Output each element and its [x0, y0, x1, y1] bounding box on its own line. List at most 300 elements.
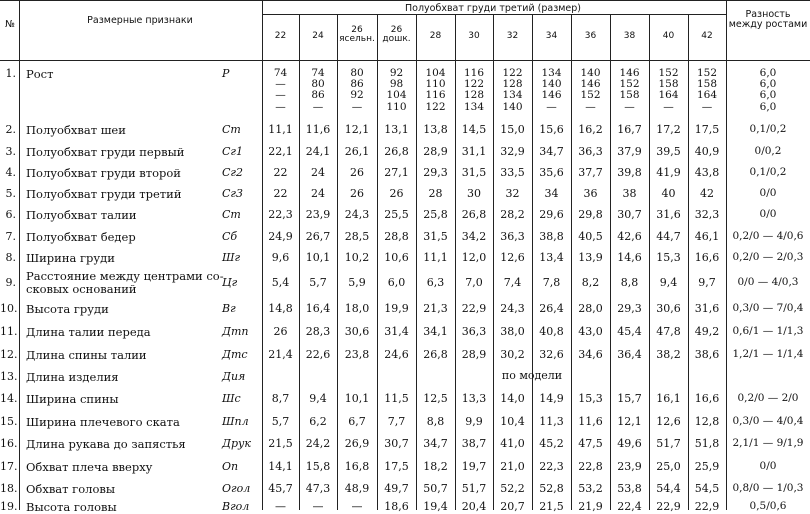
grid-line-vertical [19, 0, 20, 510]
value-cell: 5,9 [348, 275, 366, 289]
value-cell: 22,9 [656, 499, 681, 513]
feature-symbol: Cг3 [222, 187, 243, 200]
height-difference-cell: 0,1/0,2 [749, 166, 787, 178]
value-cell: 47,3 [305, 481, 331, 495]
feature-name: Ширина плечевого ската [26, 414, 180, 429]
feature-name: Обхват головы [26, 481, 115, 496]
value-cell: 34 [544, 187, 559, 200]
value-cell: 24 [311, 187, 325, 200]
value-cell: 42,6 [617, 229, 642, 243]
value-cell: 39,8 [617, 166, 642, 179]
value-note: по модели [501, 369, 563, 382]
value-cell: 39,5 [656, 144, 681, 158]
value-cell: 51,7 [656, 437, 681, 450]
feature-name: Полуобхват бедер [26, 229, 136, 244]
value-cell: 26,4 [539, 301, 564, 315]
row-number: 2. [5, 122, 16, 136]
value-cell: 104 110 116 122 [425, 67, 446, 113]
value-cell: 7,7 [387, 414, 406, 428]
row-number: 10. [0, 301, 18, 315]
value-cell: 31,4 [384, 325, 409, 338]
value-cell: 19,7 [461, 459, 487, 473]
value-cell: 15,3 [578, 392, 603, 405]
value-cell: 31,6 [656, 208, 681, 221]
size-header-cell: 24 [312, 31, 324, 41]
size-header-cell: 28 [429, 31, 442, 41]
value-cell: 11,6 [305, 122, 331, 136]
value-cell: 26,8 [423, 348, 448, 361]
value-cell: 134 140 146 — [541, 67, 562, 113]
grid-line-horizontal [0, 0, 810, 1]
value-cell: 19,9 [384, 301, 409, 315]
value-cell: 9,4 [659, 275, 678, 289]
value-cell: 14,0 [500, 392, 525, 405]
feature-symbol: Шс [222, 392, 241, 405]
value-cell: 32,3 [694, 208, 720, 221]
row-number: 16. [0, 437, 18, 450]
value-cell: 22,8 [578, 459, 603, 473]
value-cell: 37,9 [617, 144, 642, 158]
value-cell: 25,8 [423, 208, 448, 221]
feature-symbol: Дтс [222, 348, 248, 361]
height-difference-cell: 0,1/0,2 [749, 122, 787, 135]
row-number: 5. [5, 187, 16, 200]
value-cell: 140 146 152 — [580, 67, 601, 113]
height-difference-cell: 6,0 6,0 6,0 6,0 [759, 67, 777, 113]
value-cell: 28,8 [384, 229, 409, 243]
value-cell: 8,7 [271, 392, 290, 405]
value-cell: 54,4 [656, 481, 681, 495]
value-cell: 16,8 [344, 459, 370, 473]
value-cell: 9,9 [465, 414, 483, 428]
height-difference-cell: 0,2/0 — 4/0,6 [732, 229, 804, 242]
size-header-cell: 38 [623, 31, 636, 41]
value-cell: 22,4 [617, 499, 642, 513]
value-cell: 26 [389, 187, 404, 200]
value-cell: 22 [273, 166, 288, 179]
value-cell: 12,8 [694, 414, 720, 428]
value-cell: 28,5 [344, 229, 370, 243]
value-cell: 24,3 [344, 208, 370, 221]
feature-name: Длина изделия [26, 370, 119, 384]
feature-name: Полуобхват шеи [26, 122, 126, 137]
value-cell: 16,7 [617, 122, 642, 136]
value-cell: 32,9 [500, 144, 525, 158]
value-cell: 21,5 [268, 437, 293, 450]
value-cell: 8,8 [426, 414, 445, 428]
height-difference-cell: 2,1/1 — 9/1,9 [732, 437, 804, 449]
row-number: 9. [5, 275, 16, 289]
value-cell: 34,7 [539, 144, 564, 158]
value-cell: 30,7 [617, 208, 642, 221]
value-cell: 21,5 [539, 499, 564, 513]
value-cell: 51,8 [694, 437, 720, 450]
value-cell: 7,8 [542, 275, 561, 289]
value-cell: 28 [428, 187, 443, 200]
value-cell: 28,3 [305, 325, 331, 338]
value-cell: 14,9 [539, 392, 564, 405]
height-difference-cell: 0/0,2 [754, 144, 782, 157]
value-cell: 6,7 [348, 414, 366, 428]
feature-name: Полуобхват талии [26, 208, 137, 222]
size-header-cell: 22 [274, 31, 287, 41]
value-cell: 13,1 [384, 122, 409, 136]
feature-symbol: Cг1 [222, 144, 243, 158]
value-cell: 30,6 [344, 325, 370, 338]
value-cell: 13,4 [539, 251, 564, 264]
row-number: 1. [5, 67, 16, 80]
value-cell: 38,0 [500, 325, 525, 338]
value-cell: 16,4 [305, 301, 331, 315]
value-cell: 43,0 [578, 325, 603, 338]
header-height-difference: Разность между ростами [728, 9, 808, 31]
value-cell: 22,9 [694, 499, 720, 513]
value-cell: 31,1 [461, 144, 487, 158]
height-difference-cell: 0,6/1 — 1/1,3 [732, 325, 804, 337]
value-cell: 38,2 [656, 348, 681, 361]
grid-line-horizontal [262, 14, 726, 15]
value-cell: 116 122 128 134 [463, 67, 485, 113]
value-cell: 16,6 [694, 251, 720, 264]
value-cell: 12,1 [617, 414, 642, 428]
feature-name: Рост [26, 67, 54, 81]
value-cell: 26 [350, 187, 364, 200]
feature-name: Высота головы [26, 499, 117, 514]
value-cell: 152 158 164 — [658, 67, 679, 113]
value-cell: 17,5 [694, 122, 720, 136]
value-cell: 53,2 [578, 481, 603, 495]
feature-name: Обхват плеча вверху [26, 459, 153, 474]
height-difference-cell: 0,5/0,6 [749, 499, 787, 512]
value-cell: 14,8 [268, 301, 293, 315]
value-cell: 28,0 [578, 301, 603, 315]
value-cell: 12,0 [461, 251, 487, 264]
value-cell: 45,4 [617, 325, 642, 338]
header-features: Размерные признаки [87, 15, 193, 26]
feature-symbol: Cг2 [222, 166, 243, 179]
value-cell: 41,0 [500, 437, 525, 450]
value-cell: 12,6 [500, 251, 525, 264]
feature-symbol: Cб [222, 229, 238, 243]
value-cell: 45,7 [268, 481, 293, 495]
value-cell: 25,0 [656, 459, 681, 473]
value-cell: 21,4 [268, 348, 293, 361]
height-difference-cell: 0/0 — 4/0,3 [737, 275, 799, 288]
value-cell: 53,8 [617, 481, 642, 495]
value-cell: 18,6 [384, 499, 409, 513]
value-cell: 33,5 [500, 166, 525, 179]
value-cell: 20,4 [461, 499, 487, 513]
feature-symbol: P [222, 67, 230, 80]
row-number: 4. [5, 166, 16, 179]
value-cell: 21,3 [423, 301, 448, 315]
value-cell: 26,7 [305, 229, 331, 243]
value-cell: 26,8 [384, 144, 409, 158]
value-cell: 26,8 [461, 208, 487, 221]
value-cell: 31,6 [694, 301, 720, 315]
value-cell: 21,0 [500, 459, 525, 473]
feature-name: Полуобхват груди первый [26, 144, 185, 159]
header-number: № [5, 19, 15, 30]
value-cell: 24,2 [305, 437, 331, 450]
value-cell: 37,7 [578, 166, 603, 179]
value-cell: 16,6 [694, 392, 720, 405]
value-cell: 23,9 [305, 208, 331, 221]
feature-name: Ширина спины [26, 392, 119, 406]
value-cell: 11,6 [578, 414, 603, 428]
feature-symbol: Дия [222, 370, 246, 383]
height-difference-cell: 0,3/0 — 4/0,4 [732, 414, 804, 427]
value-cell: 44,7 [656, 229, 681, 243]
value-cell: 6,3 [426, 275, 445, 289]
value-cell: 30,6 [656, 301, 681, 315]
value-cell: 80 86 92 — [350, 67, 364, 113]
value-cell: 34,6 [578, 348, 603, 361]
value-cell: 48,9 [344, 481, 370, 495]
height-difference-cell: 0,2/0 — 2/0,3 [732, 251, 804, 263]
value-cell: 11,3 [539, 414, 564, 428]
value-cell: 13,3 [461, 392, 487, 405]
row-number: 3. [5, 144, 16, 158]
value-cell: 49,7 [384, 481, 409, 495]
value-cell: 43,8 [694, 166, 720, 179]
size-header-cell: 34 [545, 31, 558, 41]
value-cell: 15,3 [656, 251, 681, 264]
value-cell: 36 [583, 187, 598, 200]
value-cell: 21,9 [578, 499, 603, 513]
size-header-cell: 36 [584, 31, 597, 41]
row-number: 6. [5, 208, 16, 221]
value-cell: 49,6 [617, 437, 642, 450]
value-cell: 47,8 [656, 325, 681, 338]
value-cell: — [275, 499, 286, 513]
value-cell: 19,4 [423, 499, 448, 513]
value-cell: 10,1 [344, 392, 370, 405]
row-number: 12. [0, 348, 18, 361]
size-header-cell: 26 дошк. [382, 25, 411, 45]
value-cell: 26 [350, 166, 364, 179]
value-cell: 8,2 [581, 275, 600, 289]
value-cell: 9,4 [309, 392, 327, 405]
value-cell: 5,4 [271, 275, 290, 289]
height-difference-cell: 0,3/0 — 7/0,4 [732, 301, 804, 314]
value-cell: 17,2 [656, 122, 681, 136]
value-cell: 16,2 [578, 122, 603, 136]
feature-symbol: Bг [222, 301, 236, 315]
value-cell: 22,1 [268, 144, 293, 158]
feature-symbol: Bгол [222, 499, 250, 513]
value-cell: 51,7 [461, 481, 487, 495]
value-cell: 24,1 [305, 144, 331, 158]
value-cell: 23,8 [344, 348, 370, 361]
value-cell: 29,3 [423, 166, 448, 179]
value-cell: 9,7 [698, 275, 716, 289]
value-cell: 24,3 [500, 301, 525, 315]
value-cell: 122 128 134 140 [502, 67, 523, 113]
value-cell: 49,2 [694, 325, 720, 338]
value-cell: 29,3 [617, 301, 642, 315]
value-cell: 52,8 [539, 481, 564, 495]
value-cell: 36,3 [500, 229, 525, 243]
feature-symbol: Шг [222, 251, 241, 264]
value-cell: 24,6 [384, 348, 409, 361]
value-cell: 92 98 104 110 [386, 67, 407, 113]
value-cell: 22,6 [305, 348, 331, 361]
value-cell: 40,5 [578, 229, 603, 243]
row-number: 19. [0, 499, 18, 513]
value-cell: 30,2 [500, 348, 525, 361]
value-cell: 16,1 [656, 392, 681, 405]
value-cell: 32 [505, 187, 520, 200]
row-number: 18. [0, 481, 18, 495]
feature-symbol: Друк [222, 437, 251, 450]
value-cell: 14,5 [461, 122, 487, 136]
size-header-cell: 42 [701, 31, 713, 41]
value-cell: 40 [661, 187, 676, 200]
value-cell: 38 [622, 187, 637, 200]
value-cell: 152 158 164 — [696, 67, 718, 113]
value-cell: 30 [467, 187, 481, 200]
value-cell: 29,8 [578, 208, 603, 221]
value-cell: 24 [311, 166, 325, 179]
value-cell: 5,7 [309, 275, 327, 289]
feature-name: Высота груди [26, 301, 109, 316]
value-cell: 10,4 [500, 414, 525, 428]
value-cell: 23,9 [617, 459, 642, 473]
value-cell: 10,1 [305, 251, 331, 264]
value-cell: 12,1 [344, 122, 370, 136]
value-cell: 35,6 [539, 166, 564, 179]
size-header-cell: 32 [506, 31, 519, 41]
value-cell: 22,3 [268, 208, 293, 221]
value-cell: 28,9 [423, 144, 448, 158]
row-number: 8. [5, 251, 16, 264]
feature-name: Длина рукава до запястья [26, 437, 186, 451]
row-number: 14. [0, 392, 18, 405]
value-cell: 146 152 158 — [619, 67, 640, 113]
value-cell: 32,6 [539, 348, 564, 361]
value-cell: 28,2 [500, 208, 525, 221]
value-cell: 25,9 [694, 459, 720, 473]
value-cell: 6,2 [309, 414, 327, 428]
header-size-group: Полуобхват груди третий (размер) [405, 3, 581, 14]
value-cell: 34,1 [423, 325, 448, 338]
value-cell: 12,6 [656, 414, 681, 428]
value-cell: 42 [700, 187, 714, 200]
value-cell: 74 — — — [273, 67, 288, 113]
height-difference-cell: 1,2/1 — 1/1,4 [732, 348, 804, 360]
feature-name: Полуобхват груди второй [26, 166, 181, 180]
value-cell: 38,7 [461, 437, 487, 450]
feature-symbol: Cт [222, 208, 241, 221]
value-cell: 34,2 [461, 229, 487, 243]
feature-name: Полуобхват груди третий [26, 187, 182, 201]
row-number: 17. [0, 459, 18, 473]
value-cell: 22,3 [539, 459, 564, 473]
value-cell: 13,8 [423, 122, 448, 136]
value-cell: 41,9 [656, 166, 681, 179]
value-cell: 38,8 [539, 229, 564, 243]
value-cell: 74 80 86 — [311, 67, 325, 113]
value-cell: 36,4 [617, 348, 642, 361]
row-number: 11. [0, 325, 18, 338]
value-cell: 7,4 [503, 275, 522, 289]
value-cell: 40,9 [694, 144, 720, 158]
value-cell: 52,2 [500, 481, 525, 495]
value-cell: 28,9 [461, 348, 487, 361]
size-header-cell: 40 [662, 31, 675, 41]
feature-name: Длина спины талии [26, 348, 147, 362]
value-cell: 11,1 [268, 122, 293, 136]
value-cell: 11,1 [423, 251, 448, 264]
feature-symbol: Cт [222, 122, 241, 136]
height-difference-cell: 0/0 [759, 459, 777, 472]
value-cell: 29,6 [539, 208, 564, 221]
height-difference-cell: 0/0 [759, 187, 777, 199]
value-cell: 25,5 [384, 208, 409, 221]
value-cell: 14,6 [617, 251, 642, 264]
row-number: 13. [0, 370, 18, 383]
value-cell: 11,5 [384, 392, 409, 405]
value-cell: 15,7 [617, 392, 642, 405]
value-cell: 20,7 [500, 499, 525, 513]
value-cell: 12,5 [423, 392, 448, 405]
value-cell: 47,5 [578, 437, 603, 450]
value-cell: 45,2 [539, 437, 564, 450]
value-cell: 24,9 [268, 229, 293, 243]
feature-name: Ширина груди [26, 251, 115, 265]
value-cell: 7,0 [465, 275, 483, 289]
value-cell: 54,5 [694, 481, 720, 495]
size-header-cell: 26 ясельн. [339, 25, 375, 45]
value-cell: 30,7 [384, 437, 409, 450]
value-cell: 36,3 [461, 325, 487, 338]
size-header-cell: 30 [468, 31, 480, 41]
value-cell: 14,1 [268, 459, 293, 473]
value-cell: 18,2 [423, 459, 448, 473]
feature-symbol: Шпл [222, 414, 249, 428]
value-cell: 36,3 [578, 144, 603, 158]
value-cell: 15,0 [500, 122, 525, 136]
value-cell: 22,9 [461, 301, 487, 315]
feature-name: Длина талии переда [26, 325, 151, 339]
value-cell: 34,7 [423, 437, 448, 450]
value-cell: 46,1 [694, 229, 720, 243]
value-cell: 40,8 [539, 325, 564, 338]
value-cell: 10,6 [384, 251, 409, 264]
value-cell: 31,5 [461, 166, 487, 179]
value-cell: 26,1 [344, 144, 370, 158]
value-cell: — [312, 499, 324, 513]
value-cell: 31,5 [423, 229, 448, 243]
row-number: 15. [0, 414, 18, 428]
height-difference-cell: 0/0 [759, 208, 777, 220]
value-cell: 18,0 [344, 301, 370, 315]
value-cell: 8,8 [620, 275, 639, 289]
height-difference-cell: 0,8/0 — 1/0,3 [732, 481, 804, 494]
feature-symbol: Дтп [222, 325, 249, 338]
value-cell: 17,5 [384, 459, 409, 473]
value-cell: 27,1 [384, 166, 409, 179]
value-cell: 26,9 [344, 437, 370, 450]
value-cell: 5,7 [271, 414, 290, 428]
feature-symbol: Oгол [222, 481, 251, 495]
value-cell: 38,6 [694, 348, 720, 361]
row-number: 7. [5, 229, 16, 243]
value-cell: 26 [273, 325, 288, 338]
value-cell: 50,7 [423, 481, 448, 495]
value-cell: 15,8 [305, 459, 331, 473]
